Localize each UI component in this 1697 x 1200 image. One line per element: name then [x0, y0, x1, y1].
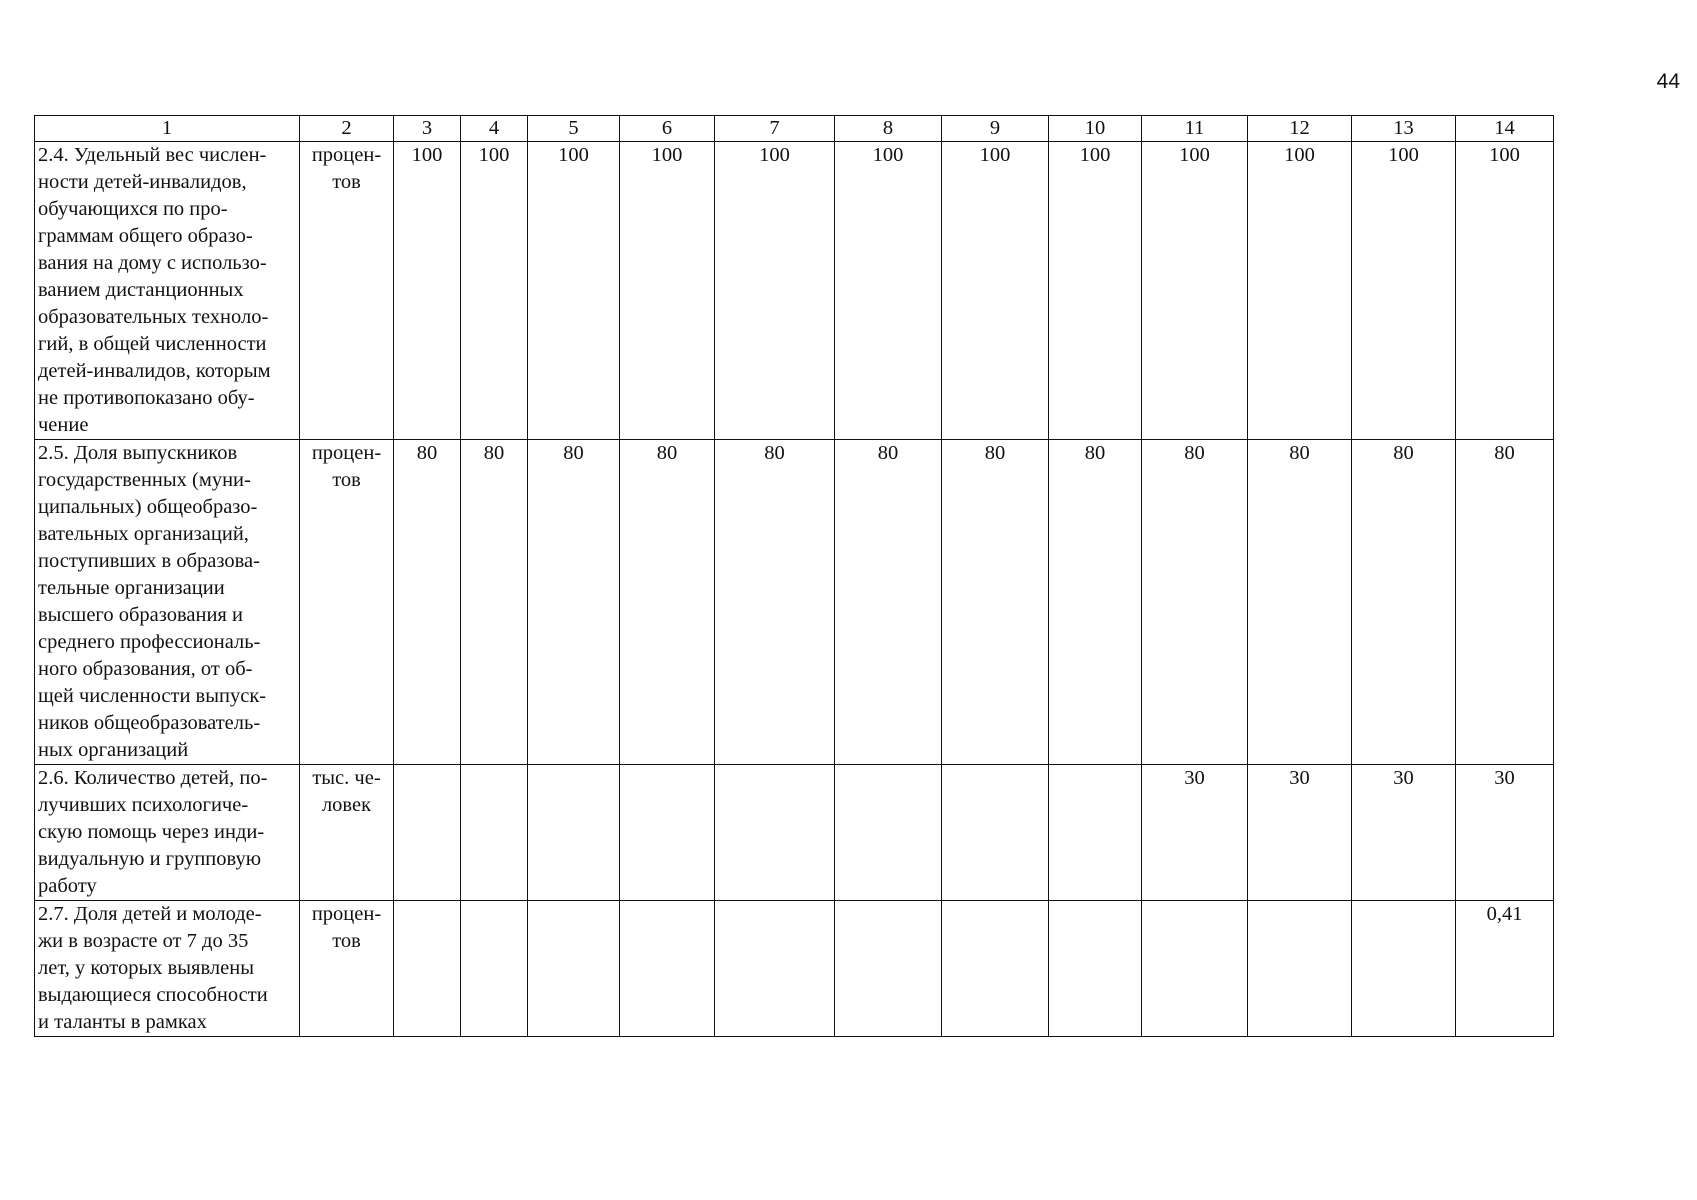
value-cell	[715, 901, 835, 1037]
header-cell: 3	[394, 116, 461, 142]
value-cell	[620, 901, 715, 1037]
table-row	[35, 765, 1554, 901]
unit-cell: процен- тов	[300, 901, 394, 1037]
value-cell	[461, 901, 528, 1037]
indicators-table	[34, 115, 1554, 1037]
value-cell	[620, 765, 715, 901]
indicator-label: 2.6. Количество детей, по- лучивших психологиче- скую помощь через инди- видуальную и групповую работу	[35, 765, 300, 901]
value-cell: 80	[835, 440, 942, 765]
value-cell: 100	[1456, 142, 1554, 440]
value-cell: 30	[1248, 765, 1352, 901]
value-cell: 80	[528, 440, 620, 765]
table-row	[35, 901, 1554, 1037]
value-cell: 100	[620, 142, 715, 440]
indicator-label: 2.7. Доля детей и молоде- жи в возрасте от 7 до 35 лет, у которых выявлены выдающиеся способности и таланты в рамках	[35, 901, 300, 1037]
value-cell: 100	[942, 142, 1049, 440]
value-cell	[942, 901, 1049, 1037]
value-cell	[1352, 901, 1456, 1037]
value-cell: 100	[394, 142, 461, 440]
value-cell	[394, 901, 461, 1037]
header-cell: 5	[528, 116, 620, 142]
table-row	[35, 142, 1554, 440]
indicator-label: 2.4. Удельный вес числен- ности детей-инвалидов, обучающихся по про- граммам общего образо- вания на дому с использо- ванием дистанционных образовательных техноло- гий, в общей численности детей-инвалидов, которым не противопоказано обу- чение	[35, 142, 300, 440]
unit-cell: процен- тов	[300, 440, 394, 765]
value-cell: 30	[1352, 765, 1456, 901]
value-cell: 80	[1352, 440, 1456, 765]
header-cell: 12	[1248, 116, 1352, 142]
value-cell: 80	[715, 440, 835, 765]
header-cell: 1	[35, 116, 300, 142]
value-cell: 80	[461, 440, 528, 765]
value-cell	[1142, 901, 1248, 1037]
value-cell: 0,41	[1456, 901, 1554, 1037]
value-cell: 80	[1456, 440, 1554, 765]
value-cell	[394, 765, 461, 901]
value-cell	[528, 901, 620, 1037]
value-cell: 100	[1142, 142, 1248, 440]
value-cell	[528, 765, 620, 901]
value-cell	[1049, 765, 1142, 901]
value-cell: 80	[394, 440, 461, 765]
value-cell	[835, 901, 942, 1037]
header-cell: 7	[715, 116, 835, 142]
value-cell	[942, 765, 1049, 901]
header-cell: 4	[461, 116, 528, 142]
header-row	[35, 116, 1554, 142]
value-cell: 80	[1049, 440, 1142, 765]
value-cell	[715, 765, 835, 901]
value-cell: 80	[1142, 440, 1248, 765]
value-cell	[1049, 901, 1142, 1037]
value-cell	[461, 765, 528, 901]
header-cell: 9	[942, 116, 1049, 142]
value-cell: 100	[1352, 142, 1456, 440]
header-cell: 6	[620, 116, 715, 142]
header-cell: 10	[1049, 116, 1142, 142]
indicator-label: 2.5. Доля выпускников государственных (муни- ципальных) общеобразо- вательных организаций, поступивших в образова- тельные организации высшего образования и среднего профессиональ- ного образования, от об- щей численности выпуск- ников общеобразователь- ных организаций	[35, 440, 300, 765]
value-cell	[1248, 901, 1352, 1037]
value-cell	[835, 765, 942, 901]
value-cell: 80	[620, 440, 715, 765]
value-cell: 100	[1049, 142, 1142, 440]
value-cell: 80	[1248, 440, 1352, 765]
header-cell: 14	[1456, 116, 1554, 142]
value-cell: 100	[528, 142, 620, 440]
header-cell: 11	[1142, 116, 1248, 142]
value-cell: 100	[715, 142, 835, 440]
header-cell: 13	[1352, 116, 1456, 142]
unit-cell: процен- тов	[300, 142, 394, 440]
value-cell: 30	[1142, 765, 1248, 901]
header-cell: 2	[300, 116, 394, 142]
unit-cell: тыс. че- ловек	[300, 765, 394, 901]
value-cell: 30	[1456, 765, 1554, 901]
value-cell: 100	[835, 142, 942, 440]
header-cell: 8	[835, 116, 942, 142]
table-row	[35, 440, 1554, 765]
value-cell: 100	[1248, 142, 1352, 440]
value-cell: 100	[461, 142, 528, 440]
page-number: 44	[1656, 70, 1680, 93]
value-cell: 80	[942, 440, 1049, 765]
